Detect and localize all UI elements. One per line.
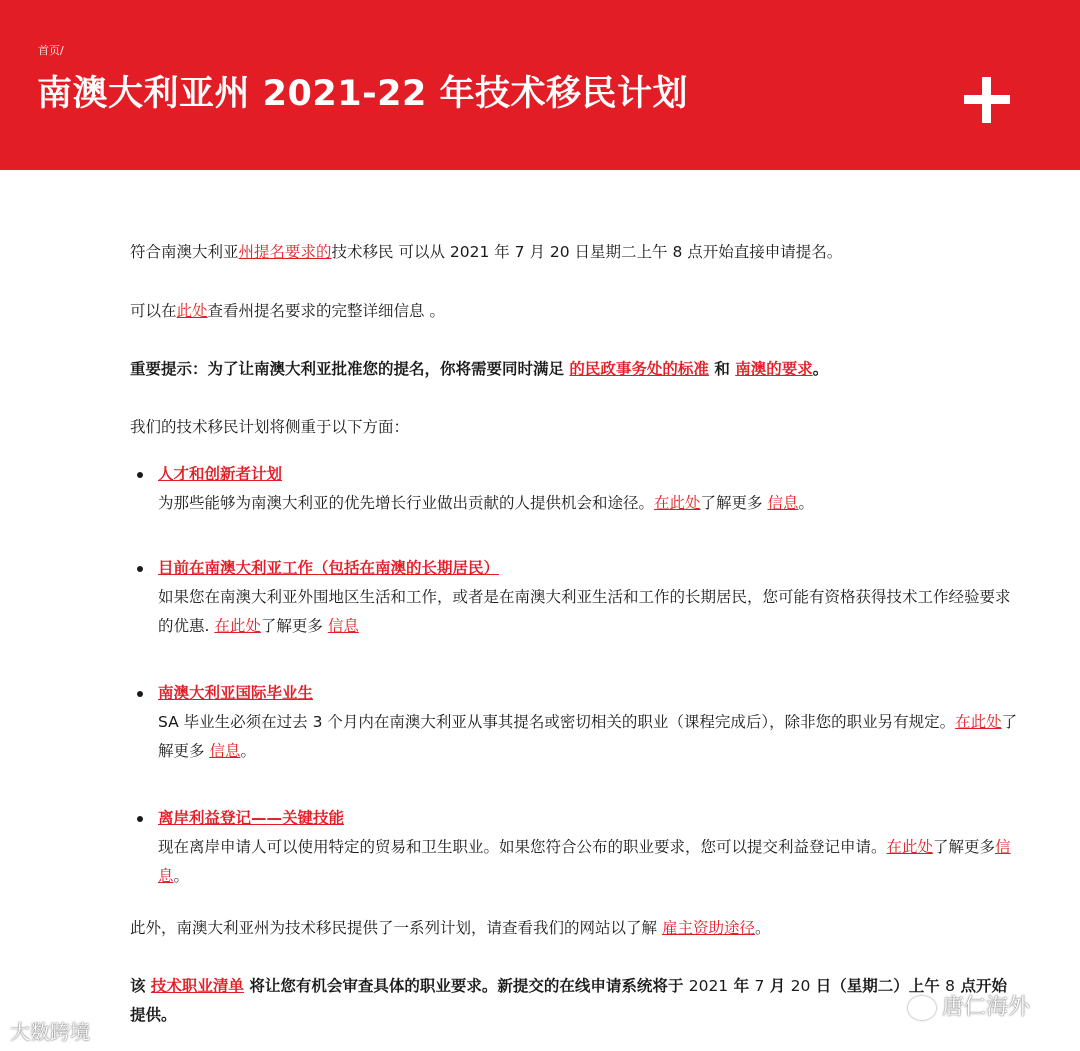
occupation-list-paragraph bbox=[130, 972, 1020, 1030]
south-australia-requirements-link[interactable]: 南澳的要求 bbox=[735, 360, 813, 378]
occupation-text-d: 月 bbox=[764, 977, 791, 995]
watermark-right-text: 唐仁海外 bbox=[942, 995, 1031, 1020]
info-link[interactable]: 信息 bbox=[158, 838, 1011, 885]
offshore-registration-link[interactable]: 离岸利益登记——关键技能 bbox=[158, 809, 345, 827]
list-item-text: 如果您在南澳大利亚外围地区生活和工作，或者是在南澳大利亚生活和工作的长期居民，您可能有资格获得技术工作经验要求的优惠. bbox=[158, 588, 1011, 635]
list-item-text: 现在离岸申请人可以使用特定的贸易和卫生职业。如果您符合公布的职业要求，您可以提交利益登记申请。 bbox=[158, 838, 887, 856]
important-notice bbox=[130, 355, 828, 384]
bullet-icon bbox=[137, 566, 143, 572]
month-value: 7 bbox=[754, 977, 765, 995]
important-text-post: 。 bbox=[812, 360, 829, 378]
bullet-icon bbox=[137, 472, 143, 478]
list-item-text: SA 毕业生必须在过去 3 个月内在南澳大利亚从事其提名或密切相关的职业（课程完成后），除非您的职业另有规定。 bbox=[158, 713, 956, 731]
info-link[interactable]: 信息 bbox=[209, 742, 241, 760]
important-text-pre: 重要提示：为了让南澳大利亚批准您的提名，你将需要同时满足 bbox=[130, 360, 570, 378]
occupation-text-c: 年 bbox=[728, 977, 755, 995]
list-item-text: 为那些能够为南澳大利亚的优先增长行业做出贡献的人提供机会和途径。 bbox=[158, 494, 655, 512]
additional-text-pre: 此外，南澳大利亚州为技术移民提供了一系列计划，请查看我们的网站以了解 bbox=[130, 919, 662, 937]
info-link[interactable]: 信息 bbox=[767, 494, 799, 512]
talent-innovators-link[interactable]: 人才和创新者计划 bbox=[158, 465, 283, 483]
list-item-body bbox=[158, 708, 1020, 766]
bullet-icon bbox=[137, 816, 143, 822]
bullet-icon bbox=[137, 691, 143, 697]
day-value: 20 bbox=[790, 977, 811, 995]
list-item-end: 。 bbox=[173, 867, 190, 885]
page-header-banner bbox=[0, 0, 1080, 170]
here-link[interactable]: 在此处 bbox=[886, 838, 934, 856]
plus-icon[interactable] bbox=[964, 77, 1010, 123]
occupation-text-b: 将让您有机会审查具体的职业要求。新提交的在线申请系统将于 bbox=[243, 977, 689, 995]
here-link[interactable]: 在此处 bbox=[955, 713, 1002, 731]
home-affairs-criteria-link[interactable]: 的民政事务处的标准 bbox=[569, 360, 709, 378]
watermark-right bbox=[908, 990, 1030, 1021]
learn-more-text: 了解更多 bbox=[933, 838, 996, 856]
focus-intro: 我们的技术移民计划将侧重于以下方面： bbox=[130, 418, 410, 436]
info-link[interactable]: 信息 bbox=[327, 617, 359, 635]
list-item-end: 。 bbox=[798, 494, 814, 512]
additional-programs-paragraph bbox=[130, 914, 770, 943]
intro-text-pre: 符合南澳大利亚 bbox=[130, 243, 239, 261]
page-title: 南澳大利亚州 2021-22 年技术移民计划 bbox=[37, 74, 689, 114]
intro-paragraph bbox=[130, 238, 842, 267]
details-here-link[interactable]: 此处 bbox=[176, 302, 208, 320]
occupation-text-e: 日（星期二）上午 bbox=[810, 977, 946, 995]
hour-value: 8 bbox=[945, 977, 956, 995]
plus-icon-vertical-bar bbox=[982, 77, 991, 123]
watermark-left-text: 大数跨境 bbox=[10, 1020, 90, 1044]
list-item-body bbox=[158, 583, 1020, 641]
learn-more-text: 了解更多 bbox=[158, 713, 1018, 760]
occupation-text-f: 点开始提供。 bbox=[130, 977, 1007, 1024]
details-text-post: 查看州提名要求的完整详细信息 。 bbox=[207, 302, 445, 320]
details-paragraph bbox=[130, 297, 445, 326]
list-item-end: 。 bbox=[240, 742, 256, 760]
employer-sponsored-pathway-link[interactable]: 雇主资助途径 bbox=[661, 919, 755, 937]
here-link[interactable]: 在此处 bbox=[214, 617, 261, 635]
breadcrumb[interactable]: 首页/ bbox=[38, 44, 64, 57]
important-text-mid: 和 bbox=[708, 360, 736, 378]
wechat-icon bbox=[908, 996, 936, 1020]
skilled-occupation-list-link[interactable]: 技术职业清单 bbox=[150, 977, 244, 995]
list-item-body bbox=[158, 833, 1020, 891]
learn-more-text: 了解更多 bbox=[700, 494, 768, 512]
state-nomination-requirements-link[interactable]: 州提名要求的 bbox=[238, 243, 332, 261]
here-link[interactable]: 在此处 bbox=[654, 494, 701, 512]
details-text-pre: 可以在 bbox=[130, 302, 177, 320]
intro-text-post: 技术移民 可以从 2021 年 7 月 20 日星期二上午 8 点开始直接申请提名。 bbox=[331, 243, 843, 261]
year-value: 2021 bbox=[688, 977, 729, 995]
watermark-left bbox=[10, 1016, 90, 1045]
learn-more-text: 了解更多 bbox=[260, 617, 328, 635]
occupation-text-a: 该 bbox=[130, 977, 151, 995]
list-item-body bbox=[158, 489, 1020, 518]
additional-text-post: 。 bbox=[754, 919, 771, 937]
international-graduates-link[interactable]: 南澳大利亚国际毕业生 bbox=[158, 684, 314, 702]
currently-working-in-sa-link[interactable]: 目前在南澳大利亚工作（包括在南澳的长期居民） bbox=[158, 559, 500, 577]
